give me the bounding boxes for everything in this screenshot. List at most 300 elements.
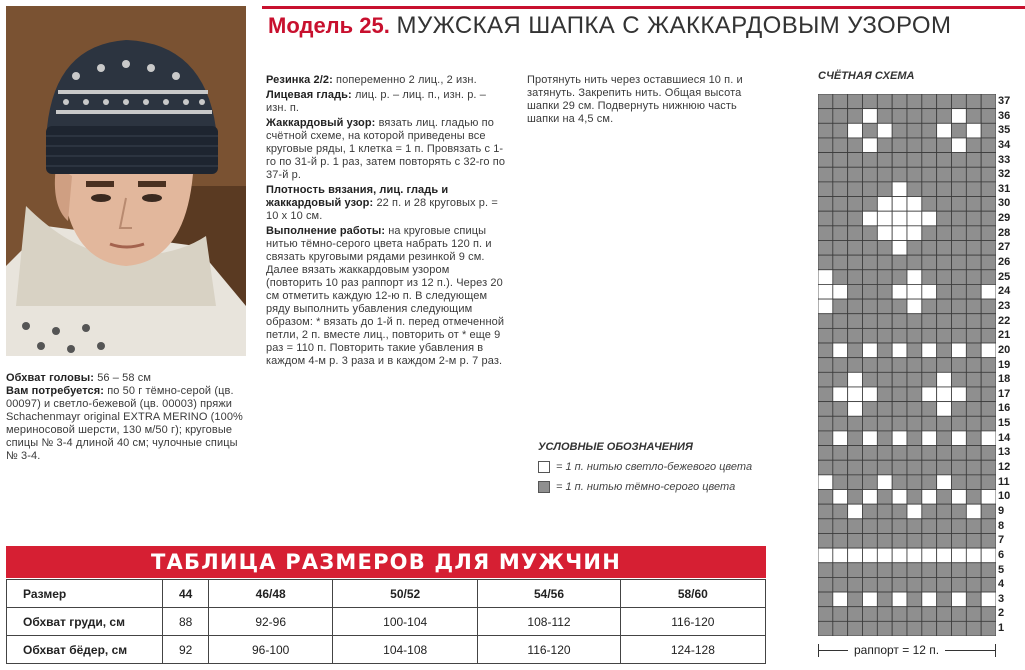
chart-cell — [907, 270, 922, 285]
chart-cell — [907, 284, 922, 299]
chart-cell — [907, 490, 922, 505]
chart-cell — [907, 475, 922, 490]
chart-cell — [863, 358, 878, 373]
chart-cell — [981, 123, 996, 138]
chart-cell — [981, 94, 996, 109]
chart-cell — [981, 416, 996, 431]
chart-cell — [966, 592, 981, 607]
chart-cell — [907, 197, 922, 212]
chart-cell — [922, 446, 937, 461]
chart-cell — [818, 314, 833, 329]
chart-cell — [833, 548, 848, 563]
chart-cell — [937, 607, 952, 622]
chart-cell — [952, 94, 967, 109]
table-cell: 124-128 — [620, 636, 765, 664]
chart-cell — [833, 182, 848, 197]
instruction-label: Выполнение работы: — [266, 225, 386, 237]
row-number: 17 — [998, 387, 1011, 400]
chart-cell — [952, 372, 967, 387]
chart-cell — [952, 563, 967, 578]
chart-cell — [952, 621, 967, 636]
chart-cell — [922, 563, 937, 578]
chart-cell — [863, 167, 878, 182]
chart-cell — [952, 182, 967, 197]
chart-cell — [892, 548, 907, 563]
instruction-label: Лицевая гладь: — [266, 89, 352, 101]
chart-cell — [848, 416, 863, 431]
chart-cell — [848, 519, 863, 534]
chart-cell — [937, 358, 952, 373]
chart-cell — [952, 314, 967, 329]
chart-cell — [848, 548, 863, 563]
chart-cell — [937, 167, 952, 182]
chart-cell — [907, 153, 922, 168]
table-cell: 116-120 — [478, 636, 620, 664]
chart-cell — [937, 182, 952, 197]
table-cell: Обхват груди, см — [7, 608, 163, 636]
page-title — [268, 12, 951, 40]
chart-cell — [863, 255, 878, 270]
chart-cell — [877, 577, 892, 592]
chart-cell — [966, 153, 981, 168]
row-number: 19 — [998, 358, 1011, 371]
chart-cell — [966, 533, 981, 548]
table-cell: 92 — [163, 636, 209, 664]
chart-cell — [981, 402, 996, 417]
size-table — [6, 579, 766, 664]
chart-cell — [981, 109, 996, 124]
row-number: 37 — [998, 95, 1011, 107]
table-cell: 58/60 — [620, 580, 765, 608]
chart-cell — [937, 431, 952, 446]
table-row — [7, 636, 766, 664]
need-label: Вам потребуется: — [6, 385, 105, 397]
chart-cell — [818, 519, 833, 534]
instruction-text: вязать лиц. гладью по счётной схеме, на которой приведены все круговые ряды, 1 клетка = 1 п. Провязать с 1-го по 31-й р. 1 раз, затем повторять с 32-го по 37-й р. — [266, 117, 506, 181]
chart-cell — [892, 240, 907, 255]
row-number: 4 — [998, 578, 1005, 591]
chart-cell — [818, 328, 833, 343]
chart-cell — [833, 343, 848, 358]
chart-cell — [863, 621, 878, 636]
row-number: 9 — [998, 504, 1005, 517]
chart-cell — [863, 592, 878, 607]
chart-cell — [877, 167, 892, 182]
table-cell: 100-104 — [333, 608, 478, 636]
chart-cell — [952, 446, 967, 461]
chart-cell — [981, 607, 996, 622]
chart-cell — [848, 533, 863, 548]
chart-cell — [966, 328, 981, 343]
chart-cell — [818, 592, 833, 607]
chart-cell — [952, 358, 967, 373]
legend-row-light — [538, 461, 808, 473]
chart-cell — [833, 109, 848, 124]
chart-cell — [981, 460, 996, 475]
chart-cell — [937, 197, 952, 212]
chart-cell — [892, 563, 907, 578]
chart-cell — [937, 577, 952, 592]
chart-cell — [818, 182, 833, 197]
chart-cell — [981, 533, 996, 548]
chart-cell — [877, 94, 892, 109]
chart-cell — [981, 226, 996, 241]
instructions-block — [266, 74, 506, 368]
chart-cell — [892, 94, 907, 109]
row-number: 26 — [998, 256, 1011, 269]
repeat-tick — [995, 644, 996, 657]
chart-cell — [922, 167, 937, 182]
chart-cell — [818, 533, 833, 548]
chart-cell — [877, 182, 892, 197]
chart-cell — [833, 314, 848, 329]
chart-cell — [922, 416, 937, 431]
chart-cell — [907, 519, 922, 534]
chart-cell — [833, 153, 848, 168]
chart-cell — [863, 431, 878, 446]
chart-cell — [907, 314, 922, 329]
chart-cell — [966, 167, 981, 182]
chart-cell — [907, 460, 922, 475]
chart-cell — [863, 548, 878, 563]
chart-cell — [937, 226, 952, 241]
chart-cell — [922, 240, 937, 255]
chart-cell — [907, 167, 922, 182]
chart-cell — [981, 387, 996, 402]
chart-cell — [922, 621, 937, 636]
chart-cell — [952, 167, 967, 182]
row-number: 14 — [998, 431, 1011, 444]
chart-cell — [966, 402, 981, 417]
chart-cell — [818, 255, 833, 270]
chart-cell — [877, 284, 892, 299]
instruction-text: лиц. р. – лиц. п., изн. р. – изн. п. — [266, 89, 486, 114]
chart-cell — [952, 519, 967, 534]
chart-cell — [966, 607, 981, 622]
table-cell: 96-100 — [209, 636, 333, 664]
row-number: 6 — [998, 548, 1005, 561]
chart-cell — [833, 299, 848, 314]
chart-cell — [848, 563, 863, 578]
chart-cell — [877, 343, 892, 358]
chart-cell — [818, 167, 833, 182]
chart-cell — [877, 431, 892, 446]
chart-cell — [833, 490, 848, 505]
chart-cell — [922, 328, 937, 343]
chart-cell — [818, 402, 833, 417]
chart-cell — [952, 607, 967, 622]
chart-cell — [922, 402, 937, 417]
chart-cell — [833, 240, 848, 255]
chart-cell — [848, 138, 863, 153]
chart-cell — [892, 431, 907, 446]
chart-cell — [981, 255, 996, 270]
table-row — [7, 580, 766, 608]
chart-cell — [833, 94, 848, 109]
chart-cell — [981, 446, 996, 461]
chart-cell — [892, 475, 907, 490]
head-label: Обхват головы: — [6, 372, 95, 384]
chart-cell — [863, 299, 878, 314]
row-number: 8 — [998, 519, 1005, 532]
legend-row-dark — [538, 481, 808, 493]
chart-cell — [863, 533, 878, 548]
chart-cell — [833, 387, 848, 402]
row-number: 31 — [998, 182, 1011, 195]
chart-cell — [952, 153, 967, 168]
chart-cell — [966, 431, 981, 446]
chart-cell — [981, 431, 996, 446]
chart-cell — [952, 284, 967, 299]
chart-cell — [937, 109, 952, 124]
row-number: 36 — [998, 109, 1011, 122]
chart-cell — [863, 314, 878, 329]
chart-cell — [818, 153, 833, 168]
chart-cell — [922, 460, 937, 475]
row-number: 13 — [998, 446, 1011, 459]
model-number: Модель 25. — [268, 13, 390, 38]
chart-cell — [833, 402, 848, 417]
chart-cell — [922, 475, 937, 490]
chart-cell — [937, 475, 952, 490]
chart-cell — [818, 387, 833, 402]
chart-cell — [877, 533, 892, 548]
chart-cell — [863, 328, 878, 343]
chart-cell — [833, 607, 848, 622]
chart-cell — [892, 123, 907, 138]
chart-cell — [981, 577, 996, 592]
chart-cell — [966, 314, 981, 329]
chart-cell — [848, 153, 863, 168]
chart-cell — [981, 372, 996, 387]
chart-cell — [907, 94, 922, 109]
chart-cell — [937, 94, 952, 109]
chart-cell — [833, 226, 848, 241]
chart-cell — [848, 343, 863, 358]
chart-cell — [952, 387, 967, 402]
chart-cell — [922, 519, 937, 534]
chart-cell — [966, 211, 981, 226]
chart-cell — [863, 138, 878, 153]
chart-cell — [966, 109, 981, 124]
chart-cell — [981, 197, 996, 212]
table-row — [7, 608, 766, 636]
chart-cell — [818, 475, 833, 490]
chart-cell — [818, 138, 833, 153]
dark-swatch-icon — [538, 481, 550, 493]
row-number: 15 — [998, 417, 1011, 430]
chart-cell — [818, 197, 833, 212]
chart-cell — [922, 211, 937, 226]
chart-cell — [937, 299, 952, 314]
head-value: 56 – 58 см — [97, 372, 152, 384]
chart-cell — [848, 372, 863, 387]
chart-cell — [863, 475, 878, 490]
chart-cell — [937, 563, 952, 578]
model-name: МУЖСКАЯ ШАПКА С ЖАККАРДОВЫМ УЗОРОМ — [396, 12, 952, 39]
chart-cell — [922, 387, 937, 402]
chart-cell — [848, 123, 863, 138]
chart-cell — [981, 504, 996, 519]
chart-cell — [833, 197, 848, 212]
chart-cell — [966, 197, 981, 212]
chart-cell — [833, 621, 848, 636]
chart-cell — [907, 182, 922, 197]
table-cell: Размер — [7, 580, 163, 608]
chart-cell — [937, 592, 952, 607]
chart-cell — [877, 255, 892, 270]
chart-cell — [966, 299, 981, 314]
chart-cell — [863, 504, 878, 519]
chart-cell — [922, 299, 937, 314]
legend-dark-text: = 1 п. нитью тёмно-серого цвета — [556, 481, 736, 493]
chart-cell — [937, 270, 952, 285]
chart-cell — [952, 416, 967, 431]
chart-cell — [833, 328, 848, 343]
chart-cell — [981, 284, 996, 299]
chart-cell — [892, 460, 907, 475]
chart-cell — [922, 153, 937, 168]
chart-cell — [907, 577, 922, 592]
chart-cell — [877, 109, 892, 124]
chart-cell — [922, 592, 937, 607]
chart-cell — [818, 577, 833, 592]
row-number: 22 — [998, 314, 1011, 327]
chart-cell — [818, 226, 833, 241]
chart-cell — [818, 607, 833, 622]
chart-cell — [937, 123, 952, 138]
repeat-label: раппорт = 12 п. — [848, 643, 945, 657]
chart-cell — [937, 138, 952, 153]
chart-cell — [907, 533, 922, 548]
chart-cell — [892, 299, 907, 314]
chart-cell — [952, 490, 967, 505]
chart-cell — [966, 284, 981, 299]
chart-cell — [981, 548, 996, 563]
chart-cell — [981, 475, 996, 490]
chart-cell — [848, 431, 863, 446]
instruction-label: Резинка 2/2: — [266, 74, 333, 86]
chart-cell — [937, 284, 952, 299]
table-cell: Обхват бёдер, см — [7, 636, 163, 664]
chart-cell — [952, 226, 967, 241]
chart-cell — [848, 577, 863, 592]
chart-cell — [937, 240, 952, 255]
chart-cell — [937, 402, 952, 417]
chart-cell — [818, 563, 833, 578]
row-number: 28 — [998, 226, 1011, 239]
chart-cell — [877, 270, 892, 285]
chart-cell — [981, 621, 996, 636]
chart-cell — [833, 446, 848, 461]
chart-cell — [952, 240, 967, 255]
chart-cell — [863, 123, 878, 138]
chart-cell — [937, 533, 952, 548]
chart-cell — [892, 284, 907, 299]
row-number: 12 — [998, 461, 1011, 474]
chart-cell — [863, 387, 878, 402]
chart-cell — [892, 255, 907, 270]
chart-cell — [863, 402, 878, 417]
chart-cell — [877, 416, 892, 431]
chart-cell — [818, 270, 833, 285]
chart-cell — [952, 123, 967, 138]
chart-cell — [922, 255, 937, 270]
chart-cell — [818, 621, 833, 636]
chart-cell — [966, 182, 981, 197]
chart-cell — [937, 255, 952, 270]
row-number: 27 — [998, 241, 1011, 254]
chart-cell — [907, 372, 922, 387]
chart-cell — [907, 504, 922, 519]
chart-cell — [877, 123, 892, 138]
chart-cell — [892, 402, 907, 417]
row-number: 1 — [998, 622, 1005, 635]
chart-cell — [833, 592, 848, 607]
chart-cell — [818, 211, 833, 226]
model-photo — [6, 6, 246, 356]
chart-cell — [922, 343, 937, 358]
table-cell: 92-96 — [209, 608, 333, 636]
chart-cell — [892, 533, 907, 548]
row-number: 25 — [998, 270, 1011, 283]
title-rule — [262, 6, 1025, 9]
chart-cell — [892, 167, 907, 182]
chart-cell — [892, 211, 907, 226]
chart-cell — [981, 182, 996, 197]
chart-cell — [922, 138, 937, 153]
chart-cell — [937, 460, 952, 475]
chart-cell — [877, 402, 892, 417]
chart-cell — [848, 226, 863, 241]
table-cell: 104-108 — [333, 636, 478, 664]
chart-cell — [818, 343, 833, 358]
row-number: 2 — [998, 607, 1005, 620]
chart-cell — [952, 402, 967, 417]
chart-cell — [907, 592, 922, 607]
chart-cell — [877, 592, 892, 607]
chart-cell — [966, 123, 981, 138]
chart-cell — [833, 519, 848, 534]
table-cell: 108-112 — [478, 608, 620, 636]
row-number: 5 — [998, 563, 1005, 576]
chart-cell — [833, 211, 848, 226]
chart-cell — [966, 343, 981, 358]
chart-cell — [952, 211, 967, 226]
chart-cell — [892, 153, 907, 168]
chart-cell — [892, 621, 907, 636]
chart-cell — [892, 197, 907, 212]
chart-cell — [848, 621, 863, 636]
chart-cell — [892, 358, 907, 373]
chart-cell — [922, 226, 937, 241]
requirements-block — [6, 372, 246, 463]
chart-cell — [907, 299, 922, 314]
chart-cell — [922, 504, 937, 519]
chart-cell — [863, 519, 878, 534]
chart-cell — [952, 138, 967, 153]
chart-cell — [937, 490, 952, 505]
chart-cell — [877, 490, 892, 505]
chart-cell — [937, 446, 952, 461]
chart-cell — [981, 153, 996, 168]
row-number: 32 — [998, 168, 1011, 181]
row-number: 11 — [998, 475, 1010, 488]
chart-cell — [981, 299, 996, 314]
knitting-chart — [818, 94, 996, 636]
chart-cell — [966, 621, 981, 636]
chart-cell — [863, 153, 878, 168]
